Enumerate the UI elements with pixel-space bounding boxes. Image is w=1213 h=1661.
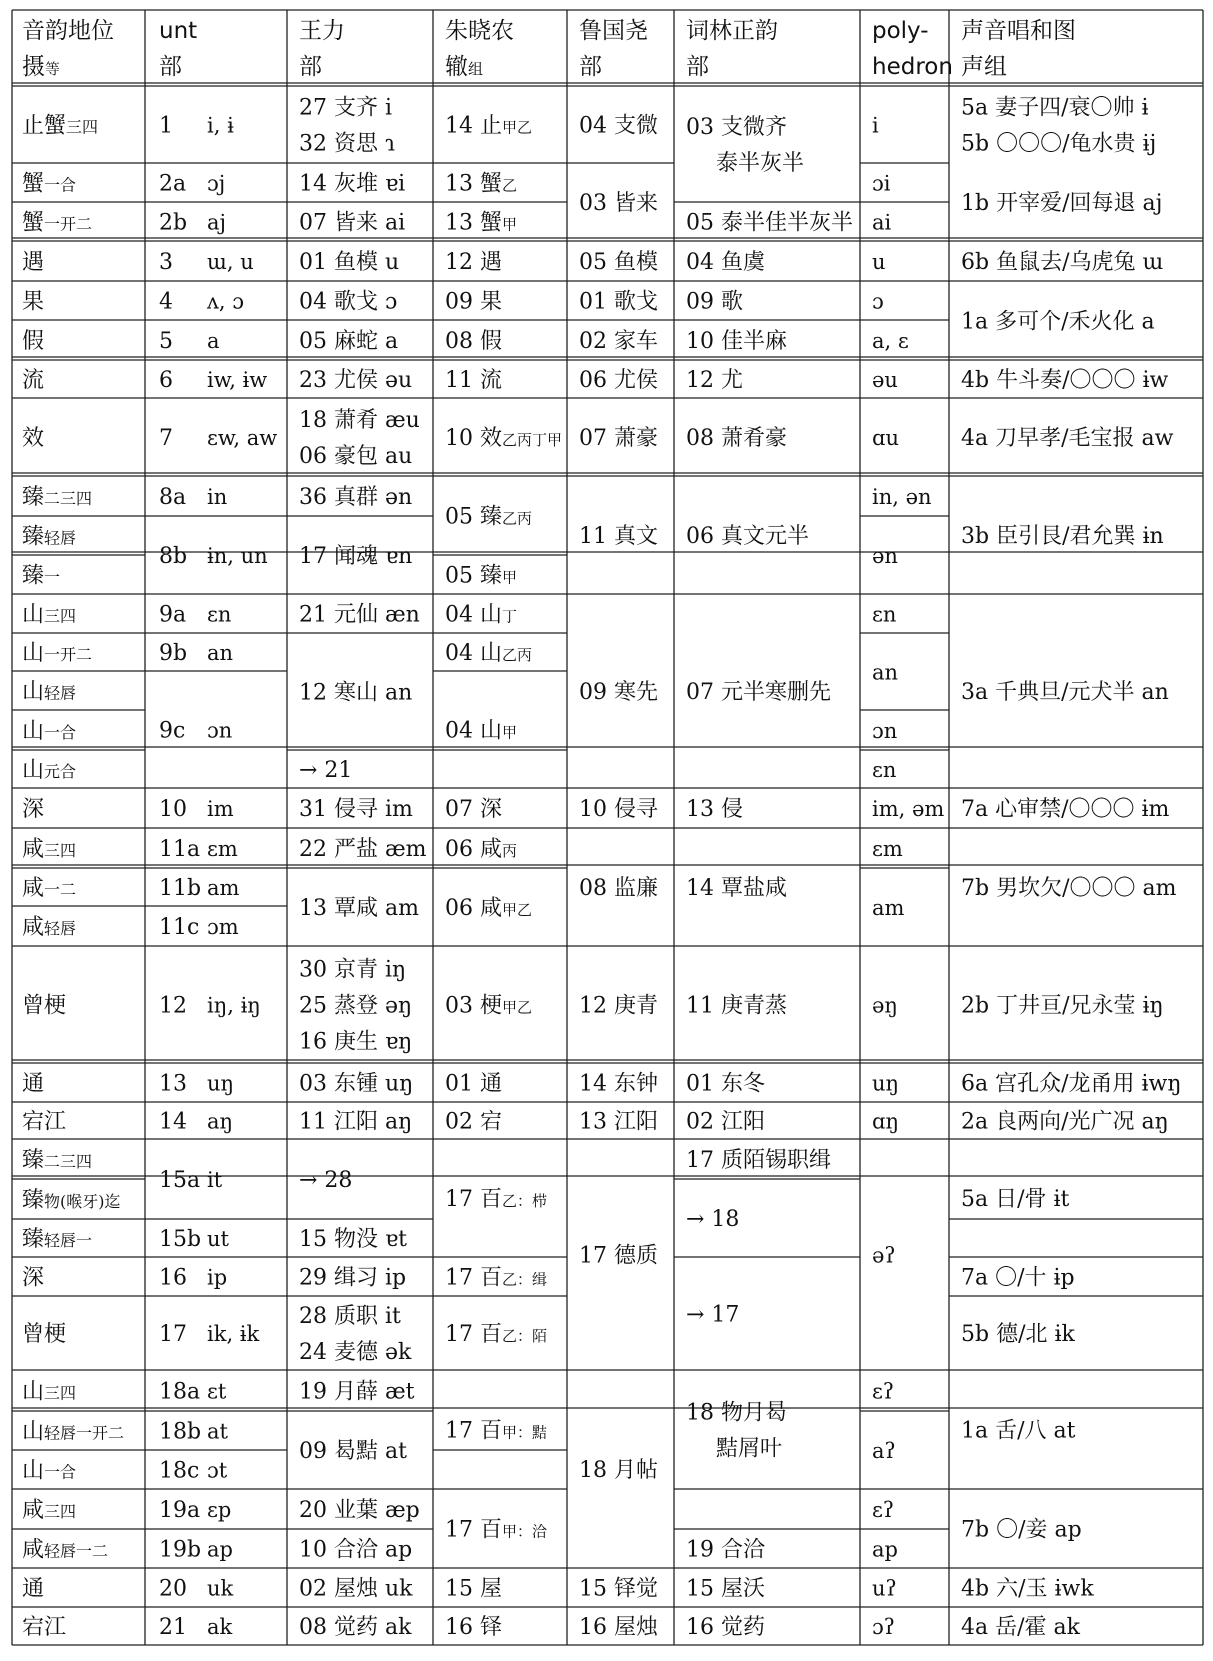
polyhedron-cell: uʔ	[872, 1576, 897, 1601]
column-header-1: 音韵地位	[22, 18, 114, 44]
rhyme-position-cell: 假	[22, 329, 45, 354]
shengyin-cell: 5b 德/北 ɨk	[961, 1322, 1075, 1347]
column-header-3: 王力	[299, 18, 345, 44]
zhu-xiaonong-cell: 15 屋	[445, 1576, 502, 1602]
polyhedron-cell: ɔ	[872, 289, 884, 314]
zhu-xiaonong-cell: 05 臻甲	[445, 563, 518, 589]
shengyin-cell: 1b 开宰爱/回每退 aj	[961, 191, 1163, 216]
unt-number-cell: 9c	[159, 718, 186, 744]
unt-ipa-cell: ɛn	[207, 602, 232, 627]
shengyin-cell: 2b 丁井亘/兄永莹 ɨŋ	[961, 993, 1164, 1019]
rhyme-position-cell: 山轻唇一开二	[22, 1419, 125, 1445]
wangli-cell: 29 缉习 ip	[299, 1265, 407, 1291]
zhu-xiaonong-cell: 03 梗甲乙	[445, 993, 533, 1019]
unt-ipa-cell: ɔj	[207, 171, 226, 196]
column-subheader-6: 部	[686, 54, 709, 80]
polyhedron-cell: ɔn	[872, 719, 898, 743]
lu-guoyao-cell: 11 真文	[579, 524, 658, 549]
polyhedron-cell: im, əm	[872, 797, 945, 821]
rhyme-position-cell: 山三四	[22, 602, 77, 628]
cilin-cell: 14 覃盐咸	[686, 876, 787, 901]
rhyme-position-cell: 流	[22, 368, 45, 393]
rhyme-position-cell: 宕江	[22, 1615, 67, 1640]
rhyme-position-cell: 效	[22, 426, 45, 451]
polyhedron-cell: a, ɛ	[872, 329, 909, 353]
wangli-cell: 14 灰堆 ɐi	[299, 171, 406, 197]
unt-ipa-cell: an	[207, 641, 234, 665]
rhyme-position-cell: 曾梗	[22, 993, 67, 1019]
zhu-xiaonong-cell: 06 咸甲乙	[445, 896, 533, 921]
unt-ipa-cell: ak	[207, 1615, 233, 1639]
unt-number-cell: 11c	[159, 915, 200, 940]
shengyin-cell: 7a 〇/十 ɨp	[961, 1265, 1075, 1291]
unt-number-cell: 18b	[159, 1419, 202, 1445]
column-subheader-7: hedron	[872, 54, 953, 80]
unt-number-cell: 10	[159, 797, 187, 822]
zhu-xiaonong-cell: 10 效乙丙丁甲	[445, 426, 563, 451]
polyhedron-cell: ɛʔ	[872, 1498, 895, 1522]
shengyin-cell: 5a 日/骨 ɨt	[961, 1187, 1070, 1212]
unt-number-cell: 14	[159, 1109, 187, 1135]
rhyme-position-cell: 止蟹三四	[22, 113, 99, 139]
wangli-cell: 22 严盐 æm	[299, 837, 427, 862]
rhyme-position-cell: 山一合	[22, 1458, 77, 1484]
unt-ipa-cell: ɛm	[207, 837, 238, 861]
zhu-xiaonong-cell: 17 百甲：洽	[445, 1517, 548, 1543]
rhyme-position-cell: 咸轻唇	[22, 915, 77, 940]
rhyme-position-cell: 果	[22, 289, 45, 315]
unt-number-cell: 18a	[159, 1379, 201, 1405]
wangli-cell: → 28	[299, 1168, 353, 1193]
wangli-cell: 31 侵寻 im	[299, 797, 413, 822]
zhu-xiaonong-cell: 17 百甲：黠	[445, 1418, 548, 1444]
unt-ipa-cell: ɛp	[207, 1498, 232, 1522]
zhu-xiaonong-cell: 01 通	[445, 1071, 502, 1097]
polyhedron-cell: ɛn	[872, 758, 897, 782]
polyhedron-cell: ɔʔ	[872, 1615, 896, 1639]
zhu-xiaonong-cell: 12 遇	[445, 250, 502, 275]
wangli-cell: 23 尤侯 əu	[299, 368, 413, 393]
wangli-cell: 18 萧肴 æu	[299, 408, 420, 433]
wangli-cell: 30 京青 iŋ	[299, 957, 407, 983]
rhyme-position-cell: 通	[22, 1071, 45, 1097]
cilin-cell: 10 佳半麻	[686, 329, 787, 354]
rhyme-position-cell: 山一合	[22, 719, 77, 744]
lu-guoyao-cell: 17 德质	[579, 1243, 658, 1269]
unt-ipa-cell: ɨn, un	[207, 544, 268, 568]
zhu-xiaonong-cell: 17 百乙：缉	[445, 1265, 548, 1291]
wangli-cell: 32 资思 ɿ	[299, 131, 395, 157]
unt-ipa-cell: ɛt	[207, 1379, 227, 1404]
unt-ipa-cell: iw, ɨw	[207, 368, 268, 392]
rhyme-position-cell: 曾梗	[22, 1322, 67, 1347]
zhu-xiaonong-cell: 08 假	[445, 329, 502, 354]
wangli-cell: 02 屋烛 uk	[299, 1576, 413, 1602]
rhyme-position-cell: 咸三四	[22, 837, 77, 862]
cilin-cell: 17 质陌锡职缉	[686, 1148, 831, 1173]
unt-number-cell: 18c	[159, 1458, 200, 1484]
wangli-cell: 15 物没 ɐt	[299, 1227, 407, 1252]
polyhedron-cell: ɛm	[872, 837, 903, 861]
polyhedron-cell: əʔ	[872, 1243, 896, 1268]
cilin-cell: 01 东冬	[686, 1071, 765, 1097]
shengyin-cell: 6a 宫孔众/龙甬用 ɨwŋ	[961, 1071, 1182, 1097]
rhyme-position-cell: 臻轻唇	[22, 524, 77, 550]
shengyin-cell: 2a 良两向/光广况 aŋ	[961, 1109, 1169, 1135]
zhu-xiaonong-cell: 09 果	[445, 289, 502, 315]
lu-guoyao-cell: 01 歌戈	[579, 289, 658, 315]
unt-ipa-cell: a	[207, 329, 220, 353]
lu-guoyao-cell: 08 监廉	[579, 876, 658, 901]
polyhedron-cell: əŋ	[872, 993, 898, 1018]
lu-guoyao-cell: 12 庚青	[579, 993, 658, 1019]
zhu-xiaonong-cell: 04 山甲	[445, 718, 518, 744]
unt-number-cell: 1	[159, 113, 173, 139]
wangli-cell: 16 庚生 ɐŋ	[299, 1029, 413, 1055]
wangli-cell: 05 麻蛇 a	[299, 329, 399, 354]
rhyme-position-cell: 山一开二	[22, 641, 93, 666]
unt-number-cell: 3	[159, 250, 173, 275]
unt-number-cell: 15b	[159, 1227, 202, 1252]
cilin-cell: 04 鱼虞	[686, 250, 765, 275]
unt-ipa-cell: ɯ, u	[207, 250, 254, 274]
rhyme-position-cell: 臻二三四	[22, 485, 93, 510]
unt-number-cell: 2b	[159, 210, 188, 236]
cilin-cell: 05 泰半佳半灰半	[686, 210, 853, 236]
wangli-cell: 13 覃咸 am	[299, 896, 419, 921]
polyhedron-cell: u	[872, 250, 886, 274]
cilin-cell: 06 真文元半	[686, 524, 809, 549]
rhyme-position-cell: 蟹一开二	[22, 210, 93, 236]
unt-number-cell: 11b	[159, 876, 202, 901]
unt-number-cell: 19b	[159, 1537, 202, 1563]
rhyme-position-cell: 山三四	[22, 1379, 77, 1405]
unt-number-cell: 6	[159, 368, 173, 393]
polyhedron-cell: əu	[872, 368, 898, 392]
lu-guoyao-cell: 02 家车	[579, 329, 658, 354]
unt-number-cell: 2a	[159, 171, 187, 197]
unt-ipa-cell: aŋ	[207, 1109, 234, 1134]
rhyme-position-cell: 蟹一合	[22, 171, 77, 197]
rhyme-position-cell: 臻物(喉牙)迄	[22, 1188, 121, 1213]
unt-number-cell: 13	[159, 1071, 187, 1097]
rhyme-position-cell: 通	[22, 1576, 45, 1602]
unt-number-cell: 19a	[159, 1498, 201, 1523]
lu-guoyao-cell: 06 尤侯	[579, 368, 658, 393]
zhu-xiaonong-cell: 04 山乙丙	[445, 641, 533, 666]
lu-guoyao-cell: 05 鱼模	[579, 250, 658, 275]
unt-ipa-cell: ɛw, aw	[207, 426, 278, 450]
polyhedron-cell: ɛn	[872, 602, 897, 627]
unt-number-cell: 15a	[159, 1168, 201, 1193]
unt-ipa-cell: ɔm	[207, 915, 239, 939]
column-header-4: 朱晓农	[445, 18, 514, 44]
cilin-cell: 02 江阳	[686, 1109, 765, 1135]
wangli-cell: 11 江阳 aŋ	[299, 1109, 413, 1135]
rhyme-position-cell: 臻一	[22, 563, 61, 589]
cilin-cell: 09 歌	[686, 289, 743, 315]
shengyin-cell: 3b 臣引艮/君允巽 ɨn	[961, 524, 1164, 549]
zhu-xiaonong-cell: 17 百乙：栉	[445, 1187, 548, 1212]
rhyme-position-cell: 咸一二	[22, 876, 77, 901]
unt-number-cell: 21	[159, 1615, 187, 1640]
polyhedron-cell: ai	[872, 210, 892, 235]
polyhedron-cell: ɑu	[872, 426, 899, 450]
zhu-xiaonong-cell: 04 山丁	[445, 602, 518, 628]
column-subheader-3: 部	[299, 54, 322, 80]
polyhedron-cell: ən	[872, 544, 898, 568]
unt-ipa-cell: uk	[207, 1576, 234, 1601]
unt-ipa-cell: im	[207, 797, 234, 821]
wangli-cell: 24 麦德 ək	[299, 1340, 412, 1365]
polyhedron-cell: uŋ	[872, 1071, 900, 1096]
shengyin-cell: 7a 心审禁/〇〇〇 ɨm	[961, 797, 1170, 822]
column-subheader-4: 辙组	[445, 54, 484, 80]
zhu-xiaonong-cell: 02 宕	[445, 1109, 502, 1135]
wangli-cell: 19 月薛 æt	[299, 1379, 415, 1405]
column-header-7: poly-	[872, 18, 929, 44]
wangli-cell: 09 曷黠 at	[299, 1439, 407, 1464]
lu-guoyao-cell: 04 支微	[579, 113, 658, 139]
column-header-8: 声音唱和图	[961, 18, 1076, 44]
unt-number-cell: 9a	[159, 602, 187, 628]
lu-guoyao-cell: 16 屋烛	[579, 1615, 658, 1640]
wangli-cell: 36 真群 ən	[299, 485, 413, 510]
unt-number-cell: 20	[159, 1576, 187, 1602]
polyhedron-cell: i	[872, 113, 879, 138]
unt-ipa-cell: uŋ	[207, 1071, 235, 1096]
zhu-xiaonong-cell: 13 蟹乙	[445, 171, 518, 197]
shengyin-cell: 7b 男坎欠/〇〇〇 am	[961, 876, 1177, 901]
polyhedron-cell: am	[872, 896, 905, 920]
unt-number-cell: 8a	[159, 485, 187, 510]
shengyin-cell: 4a 刀早孝/毛宝报 aw	[961, 426, 1174, 451]
column-subheader-2: 部	[159, 54, 182, 80]
unt-ipa-cell: ɔt	[207, 1458, 228, 1483]
cilin-cell: 15 屋沃	[686, 1576, 765, 1602]
column-subheader-1: 摄等	[22, 54, 61, 80]
wangli-cell: 27 支齐 i	[299, 95, 393, 121]
rhyme-position-cell: 咸轻唇一二	[22, 1537, 109, 1563]
rhyme-position-cell: 山轻唇	[22, 679, 77, 705]
shengyin-cell: 6b 鱼鼠去/乌虎兔 ɯ	[961, 250, 1164, 275]
unt-number-cell: 9b	[159, 641, 188, 666]
lu-guoyao-cell: 15 铎觉	[579, 1576, 658, 1602]
zhu-xiaonong-cell: 16 铎	[445, 1615, 502, 1640]
unt-ipa-cell: i, ɨ	[207, 113, 234, 138]
wangli-cell: 21 元仙 æn	[299, 602, 420, 628]
unt-ipa-cell: ut	[207, 1227, 229, 1251]
unt-ipa-cell: it	[207, 1168, 223, 1192]
wangli-cell: 17 闻魂 ɐn	[299, 544, 413, 569]
unt-number-cell: 7	[159, 426, 173, 451]
polyhedron-cell: ap	[872, 1537, 898, 1562]
polyhedron-cell: ɛʔ	[872, 1379, 895, 1404]
wangli-cell: 06 豪包 au	[299, 444, 413, 469]
unt-ipa-cell: ʌ, ɔ	[207, 289, 244, 314]
rhyme-position-cell: 深	[22, 797, 45, 822]
zhu-xiaonong-cell: 17 百乙：陌	[445, 1322, 548, 1347]
polyhedron-cell: aʔ	[872, 1439, 896, 1463]
shengyin-cell: 3a 千典旦/元犬半 an	[961, 680, 1169, 705]
zhu-xiaonong-cell: 13 蟹甲	[445, 210, 518, 236]
wangli-cell: 20 业葉 æp	[299, 1498, 420, 1523]
zhu-xiaonong-cell: 06 咸丙	[445, 837, 518, 862]
wangli-cell: 08 觉药 ak	[299, 1615, 412, 1640]
wangli-cell: 01 鱼模 u	[299, 250, 400, 275]
polyhedron-cell: ɑŋ	[872, 1109, 899, 1134]
cilin-cell: 13 侵	[686, 797, 743, 822]
wangli-cell: 10 合洽 ap	[299, 1537, 413, 1563]
rhyme-position-cell: 臻二三四	[22, 1148, 93, 1173]
lu-guoyao-cell: 07 萧豪	[579, 426, 658, 451]
unt-number-cell: 11a	[159, 837, 201, 862]
unt-ipa-cell: ip	[207, 1265, 228, 1290]
rhyme-position-cell: 宕江	[22, 1109, 67, 1135]
zhu-xiaonong-cell: 14 止甲乙	[445, 113, 533, 139]
unt-number-cell: 16	[159, 1265, 187, 1291]
cilin-cell: 11 庚青蒸	[686, 993, 787, 1019]
unt-number-cell: 8b	[159, 544, 188, 569]
zhu-xiaonong-cell: 11 流	[445, 368, 502, 393]
cilin-cell: 黠屑叶	[716, 1436, 783, 1462]
column-header-5: 鲁国尧	[579, 18, 648, 44]
zhu-xiaonong-cell: 05 臻乙丙	[445, 504, 533, 530]
wangli-cell: 03 东锺 uŋ	[299, 1071, 414, 1097]
wangli-cell: 28 质职 it	[299, 1304, 401, 1329]
wangli-cell: → 21	[299, 758, 353, 783]
polyhedron-cell: ɔi	[872, 171, 891, 196]
shengyin-cell: 4a 岳/霍 ak	[961, 1615, 1080, 1640]
unt-ipa-cell: ik, ɨk	[207, 1322, 260, 1346]
rhyme-position-cell: 咸三四	[22, 1498, 77, 1523]
column-header-2: unt	[159, 18, 198, 44]
lu-guoyao-cell: 18 月帖	[579, 1458, 658, 1483]
lu-guoyao-cell: 13 江阳	[579, 1109, 658, 1135]
column-subheader-8: 声组	[961, 54, 1007, 80]
shengyin-cell: 7b 〇/妾 ap	[961, 1517, 1082, 1543]
zhu-xiaonong-cell: 07 深	[445, 797, 502, 822]
unt-number-cell: 12	[159, 993, 187, 1019]
shengyin-cell: 5a 妻子四/衰〇帅 ɨ	[961, 95, 1149, 121]
unt-ipa-cell: ɔn	[207, 718, 233, 743]
shengyin-cell: 1a 多可个/禾火化 a	[961, 309, 1155, 335]
cilin-cell: 08 萧肴豪	[686, 426, 787, 451]
unt-ipa-cell: ap	[207, 1537, 233, 1562]
column-subheader-5: 部	[579, 54, 602, 80]
shengyin-cell: 4b 六/玉 ɨwk	[961, 1576, 1094, 1602]
rhyme-position-cell: 遇	[22, 250, 45, 275]
unt-ipa-cell: am	[207, 876, 240, 900]
shengyin-cell: 5b 〇〇〇/龟水贵 ɨj	[961, 131, 1157, 157]
rhyme-position-cell: 臻轻唇一	[22, 1227, 93, 1252]
wangli-cell: 25 蒸登 əŋ	[299, 993, 413, 1019]
wangli-cell: 04 歌戈 ɔ	[299, 289, 398, 315]
lu-guoyao-cell: 03 皆来	[579, 191, 658, 216]
rhyme-position-cell: 深	[22, 1265, 45, 1291]
lu-guoyao-cell: 10 侵寻	[579, 797, 658, 822]
cilin-cell: 12 尤	[686, 368, 743, 393]
cilin-cell: 07 元半寒删先	[686, 680, 831, 705]
wangli-cell: 12 寒山 an	[299, 680, 413, 706]
unt-ipa-cell: iŋ, ɨŋ	[207, 993, 261, 1018]
polyhedron-cell: an	[872, 660, 899, 685]
lu-guoyao-cell: 14 东钟	[579, 1071, 658, 1097]
cilin-cell: 19 合洽	[686, 1537, 765, 1563]
wangli-cell: 07 皆来 ai	[299, 210, 406, 236]
column-header-6: 词林正韵	[686, 18, 778, 44]
cilin-cell: 16 觉药	[686, 1615, 765, 1640]
cilin-cell: 03 支微齐	[686, 115, 787, 140]
cilin-cell: 泰半灰半	[716, 151, 805, 176]
cilin-cell: 18 物月曷	[686, 1400, 787, 1426]
shengyin-cell: 1a 舌/八 at	[961, 1418, 1076, 1444]
unt-ipa-cell: aj	[207, 210, 227, 235]
cilin-cell: → 17	[686, 1302, 740, 1328]
cilin-cell: → 18	[686, 1207, 740, 1232]
unt-number-cell: 5	[159, 329, 173, 354]
unt-ipa-cell: in	[207, 485, 228, 509]
polyhedron-cell: in, ən	[872, 485, 932, 509]
unt-number-cell: 4	[159, 289, 173, 315]
lu-guoyao-cell: 09 寒先	[579, 680, 658, 705]
shengyin-cell: 4b 牛斗奏/〇〇〇 ɨw	[961, 368, 1169, 393]
unt-number-cell: 17	[159, 1322, 187, 1347]
rhyme-position-cell: 山元合	[22, 758, 77, 783]
unt-ipa-cell: at	[207, 1419, 228, 1444]
